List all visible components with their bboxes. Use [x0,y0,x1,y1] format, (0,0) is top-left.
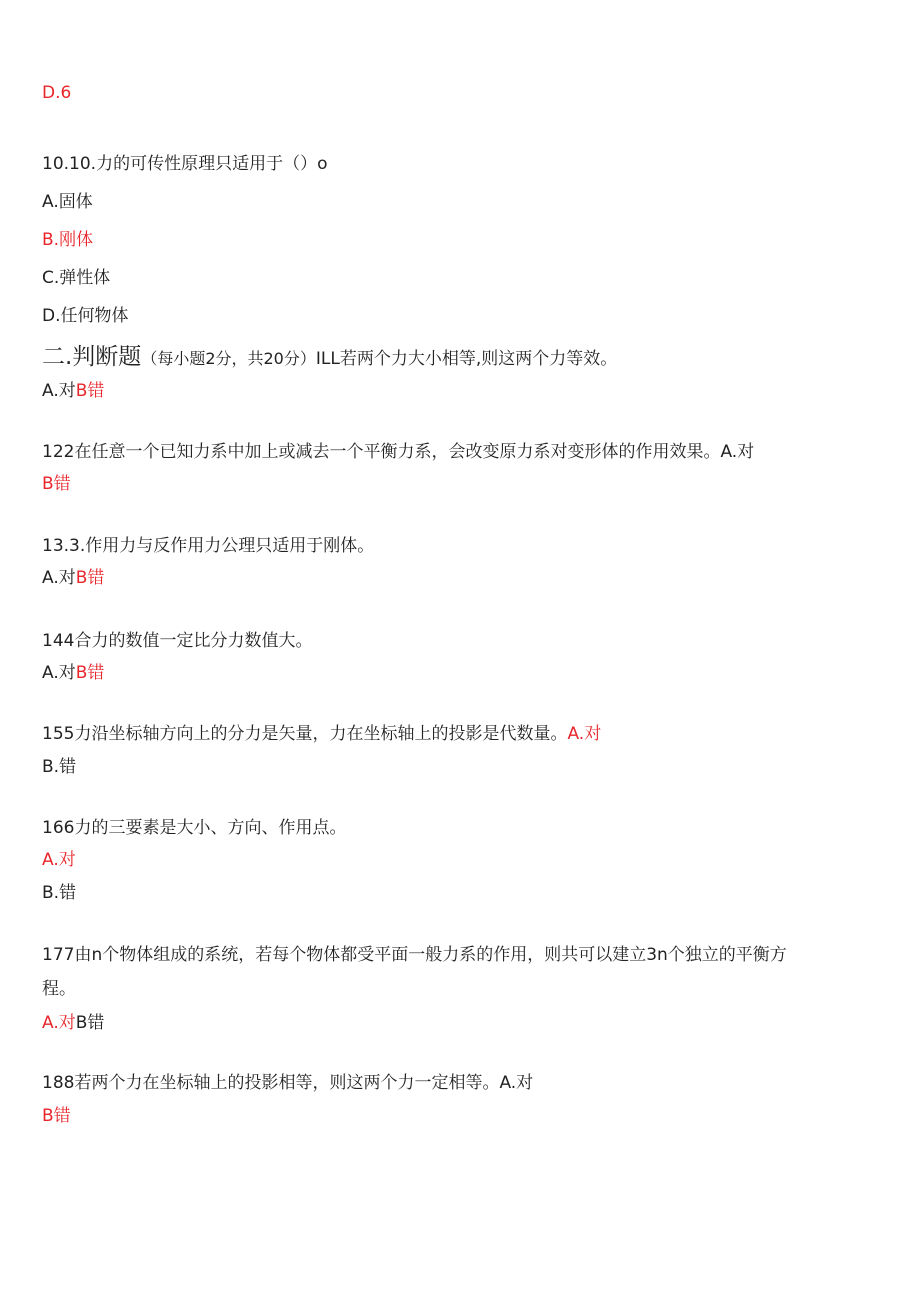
q15-option-a: A.对 [567,724,602,744]
q9-option-d: D.6 [42,83,72,103]
q14-option-b: B错 [75,663,105,683]
q14-option-a: A.对 [42,663,76,683]
q15-option-b: B.错 [42,757,77,777]
q17-stem-line2: 程。 [42,979,76,999]
q10-option-d: D.任何物体 [42,306,129,326]
q11-options [42,379,104,403]
q14-options [42,661,104,685]
q17-option-b: B错 [75,1013,105,1033]
q17-option-a: A.对 [42,1013,76,1033]
q14-stem: 144合力的数值一定比分力数值大。 [42,631,313,651]
q13-option-a: A.对 [42,568,76,588]
q10-option-b: B.刚体 [42,230,94,250]
q10-stem: 10.10.力的可传性原理只适用于（）o [42,154,328,174]
q13-stem: 13.3.作用力与反作用力公理只适用于刚体。 [42,536,375,556]
section2-heading-line [42,342,617,374]
q13-option-b: B错 [75,568,105,588]
q16-option-a: A.对 [42,850,76,870]
q17-stem-line1: 177由n个物体组成的系统，若每个物体都受平面一般力系的作用，则共可以建立3n个独立的平衡方 [42,945,787,965]
q10-option-a: A.固体 [42,192,93,212]
section2-heading: 二.判断题 [42,344,142,370]
q11-option-b: B错 [75,381,105,401]
q11-option-a: A.对 [42,381,76,401]
q11-stem: ILL若两个力大小相等,则这两个力等效。 [315,349,618,369]
q16-option-b: B.错 [42,883,77,903]
q16-stem: 166力的三要素是大小、方向、作用点。 [42,818,347,838]
q18-stem: 188若两个力在坐标轴上的投影相等，则这两个力一定相等。A.对 [42,1073,534,1093]
q12-stem: 122在任意一个已知力系中加上或减去一个平衡力系，会改变原力系对变形体的作用效果。A.对 [42,442,755,462]
q15-stem: 155力沿坐标轴方向上的分力是矢量，力在坐标轴上的投影是代数量。 [42,724,568,744]
q13-options [42,566,104,590]
q18-option-b: B错 [42,1106,71,1126]
q12-option-b: B错 [42,474,71,494]
q15-stem-line [42,722,601,746]
q17-options [42,1011,104,1035]
section2-note: （每小题2分，共20分） [141,349,316,368]
q10-option-c: C.弹性体 [42,268,111,288]
